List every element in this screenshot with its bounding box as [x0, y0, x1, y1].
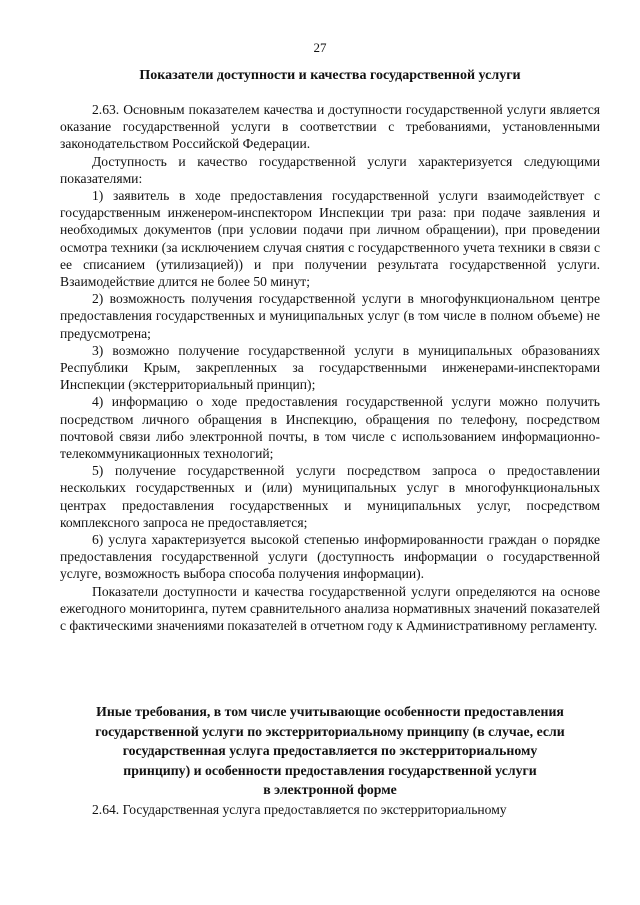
- subheading: [60, 702, 600, 800]
- section-heading: Показатели доступности и качества государственной услуги: [139, 68, 521, 83]
- subheading-line-2: государственной услуги по экстерриториальному принципу (в случае, если: [95, 723, 565, 739]
- paragraph-monitoring: Показатели доступности и качества государственной услуги определяются на основе ежегодного мониторинга, путем сравнительного анализа нормативных значений показателей с фактическими значениями показателей в отчетном году к Административному регламенту.: [60, 583, 600, 634]
- paragraph-2-63: 2.63. Основным показателем качества и доступности государственной услуги является оказание государственной услуги в соответствии с требованиями, установленными законодательством Российской Федерации.: [60, 102, 600, 152]
- subheading-line-1: Иные требования, в том числе учитывающие особенности предоставления: [96, 704, 564, 719]
- subheading-line-5: в электронной форме: [263, 782, 397, 797]
- body-text: [60, 101, 600, 634]
- subheading-line-3: государственная услуга предоставляется по экстерриториальному: [122, 743, 538, 758]
- paragraph-availability-intro: Доступность и качество государственной услуги характеризуется следующими показателями:: [60, 153, 600, 186]
- list-item-6: 6) услуга характеризуется высокой степенью информированности граждан о порядке предоставления государственной услуги (доступность информации о государственной услуге, возможность выбора способа получения информации).: [60, 532, 600, 582]
- list-item-4: 4) информацию о ходе предоставления государственной услуги можно получить посредством личного обращения в Инспекцию, обращения по телефону, посредством почтовой связи либо электронной почты, в том числе с использованием информационно-телекоммуникационных технологий;: [60, 394, 600, 462]
- list-item-1: 1) заявитель в ходе предоставления государственной услуги взаимодействует с государственным инженером-инспектором Инспекции три раза: при подаче заявления и необходимых документов (при условии подачи при личном обращении), при проведении осмотра техники (за исключением случая снятия с государственного учета техники в связи с ее списанием (утилизацией)) и при получении результата государственной услуги. Взаимодействие длится не более 50 минут;: [60, 188, 600, 290]
- list-item-5: 5) получение государственной услуги посредством запроса о предоставлении нескольких государственных и (или) муниципальных услуг в многофункциональных центрах предоставления государственных и муниципальных услуг, посредством комплексного запроса не предоставляется;: [60, 463, 600, 530]
- list-item-3: 3) возможно получение государственной услуги в муниципальных образованиях Республики Крым, закрепленных за государственными инженерами-инспекторами Инспекции (экстерриториальный принцип);: [60, 342, 600, 393]
- body-text-continued: [60, 801, 600, 818]
- page-number: 27: [313, 40, 327, 55]
- subheading-line-4: принципу) и особенности предоставления государственной услуги: [123, 762, 537, 778]
- list-item-2: 2) возможность получения государственной услуги в многофункциональном центре предоставления государственных и муниципальных услуг (в том числе в полном объеме) не предусмотрена;: [60, 291, 600, 341]
- paragraph-2-64: 2.64. Государственная услуга предоставляется по экстерриториальному: [92, 802, 507, 817]
